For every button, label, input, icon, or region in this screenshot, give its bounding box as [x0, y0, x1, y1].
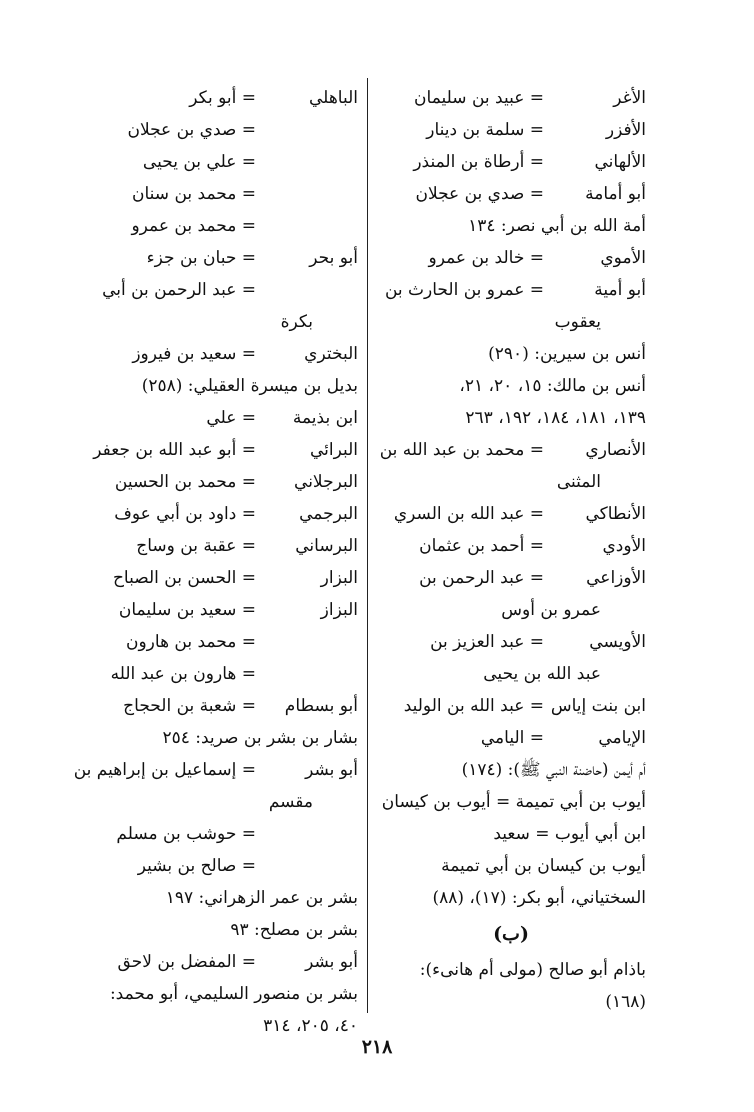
index-entry: [376, 818, 646, 850]
index-entry: [118, 210, 358, 242]
entry-key: الأنطاكي: [585, 504, 646, 524]
entry-value: = محمد بن عبد الله بن: [379, 440, 544, 460]
index-entry: [118, 946, 358, 978]
index-entry: [93, 434, 358, 466]
entry-value-continued: المثنى: [556, 472, 601, 492]
entry-key: أبو أمية: [594, 280, 646, 300]
entry-text: بشر بن مصلح: ٩٣: [230, 920, 358, 940]
entry-text-continued: (١٦٨): [605, 992, 646, 1012]
index-entry: [376, 434, 646, 498]
index-entry: [376, 178, 646, 210]
entry-value: = عبد العزيز بن: [430, 632, 544, 652]
entry-key: أبو أمامة: [585, 184, 646, 204]
letter-heading: (ب): [493, 923, 529, 945]
index-entry: [118, 914, 358, 946]
entry-text: ابن أبي أيوب = سعيد: [493, 824, 646, 844]
entry-value: = عبد الرحمن بن: [419, 568, 544, 588]
index-entry: [376, 146, 646, 178]
entry-value: = أحمد بن عثمان: [419, 536, 544, 556]
entry-key: الباهلي: [309, 88, 358, 108]
entry-value: = عبيد بن سليمان: [414, 88, 544, 108]
index-entry: [376, 338, 646, 370]
entry-key: الأنصاري: [585, 440, 646, 460]
index-entry: [376, 786, 646, 818]
entry-value: = سعيد بن فيروز: [132, 344, 256, 364]
index-entry: [118, 722, 358, 754]
entry-text: باذام أبو صالح (مولى أم هانىء):: [419, 960, 646, 980]
entry-value: = علي بن يحيى: [142, 152, 256, 172]
entry-text-continued: السختياني، أبو بكر: (١٧)، (٨٨): [432, 888, 646, 908]
entry-value: = أبو بكر: [189, 88, 256, 108]
index-entry: [118, 690, 358, 722]
entry-key: الأفزر: [605, 120, 646, 140]
entry-key: الأغر: [613, 88, 646, 108]
index-entry: [114, 498, 358, 530]
entry-value: = هارون بن عبد الله: [110, 664, 256, 684]
entry-value-continued: بكرة: [280, 312, 313, 332]
index-entry: [376, 274, 646, 338]
entry-text: بديل بن ميسرة العقيلي: (٢٥٨): [141, 376, 358, 396]
index-entry: [118, 882, 358, 914]
entry-value: = عبد الله بن الوليد: [403, 696, 544, 716]
index-entry: [376, 754, 646, 786]
entry-value: = صدي بن عجلان: [415, 184, 544, 204]
entry-key: أبو بشر: [305, 952, 358, 972]
entry-key: البرجلاني: [294, 472, 358, 492]
entry-value: = داود بن أبي عوف: [114, 504, 256, 524]
index-entry: [376, 722, 646, 754]
entry-key: البختري: [304, 344, 358, 364]
index-entry: [376, 210, 646, 242]
index-entry: [73, 754, 358, 818]
entry-value-continued: عمرو بن أوس: [501, 600, 601, 620]
index-entry: [102, 274, 358, 338]
entry-value: = عقبة بن وساج: [136, 536, 256, 556]
entry-value: = عبد الله بن السري: [393, 504, 544, 524]
index-entry: [376, 914, 646, 954]
entry-text-continued: ٤٠، ٢٠٥، ٣١٤: [263, 1016, 358, 1036]
entry-key: البزار: [320, 568, 358, 588]
entry-key: الأويسي: [589, 632, 646, 652]
entry-text: أيوب بن كيسان بن أبي تميمة: [441, 856, 646, 876]
index-entry: [118, 594, 358, 626]
entry-value: = محمد بن الحسين: [114, 472, 256, 492]
entry-key: البرائي: [309, 440, 358, 460]
column-divider: [367, 78, 368, 1013]
entry-value: = صدي بن عجلان: [127, 120, 256, 140]
entry-value: = شعبة بن الحجاج: [123, 696, 256, 716]
entry-value: = سلمة بن دينار: [426, 120, 544, 140]
index-entry: [114, 466, 358, 498]
entry-value: = أرطاة بن المنذر: [413, 152, 544, 172]
index-entry: [118, 818, 358, 850]
entry-value: = محمد بن سنان: [132, 184, 256, 204]
entry-value: = محمد بن هارون: [125, 632, 256, 652]
index-entry: [118, 242, 358, 274]
entry-key: الأوزاعي: [586, 568, 646, 588]
entry-value: = حوشب بن مسلم: [116, 824, 256, 844]
entry-value: = عبد الرحمن بن أبي: [102, 280, 256, 300]
index-entry: [118, 370, 358, 402]
entry-value: = اليامي: [480, 728, 544, 748]
page-number: ٢١٨: [361, 1036, 393, 1058]
entry-value-continued: مقسم: [268, 792, 313, 812]
entry-key: أبو بشر: [305, 760, 358, 780]
index-entry: [376, 370, 646, 434]
index-entry: [376, 850, 646, 914]
entry-text: بشار بن بشر بن صريد: ٢٥٤: [162, 728, 358, 748]
index-entry: [118, 114, 358, 146]
entry-value: = سعيد بن سليمان: [118, 600, 256, 620]
entry-key: البرجمي: [299, 504, 358, 524]
entry-value: = الحسن بن الصباح: [112, 568, 256, 588]
index-entry: [376, 82, 646, 114]
index-column-right: [376, 82, 646, 1018]
entry-key: أبو بسطام: [284, 696, 358, 716]
entry-text: أنس بن مالك: ١٥، ٢٠، ٢١،: [459, 376, 646, 396]
entry-key: البزاز: [320, 600, 358, 620]
entry-key: ابن بذيمة: [292, 408, 358, 428]
index-entry: [376, 562, 646, 626]
entry-key: الأموي: [600, 248, 646, 268]
entry-text: بشر بن عمر الزهراني: ١٩٧: [165, 888, 358, 908]
index-entry: [118, 82, 358, 114]
index-entry: [110, 658, 358, 690]
index-column-left: [73, 82, 358, 1042]
index-entry: [376, 690, 646, 722]
index-entry: [118, 338, 358, 370]
entry-key: الأودي: [602, 536, 646, 556]
entry-text: أنس بن سيرين: (٢٩٠): [488, 344, 646, 364]
index-entry: [112, 562, 358, 594]
entry-key: أبو بحر: [309, 248, 358, 268]
entry-text: أمة الله بن أبي نصر: ١٣٤: [468, 216, 646, 236]
entry-text: بشر بن منصور السليمي، أبو محمد:: [109, 984, 358, 1004]
index-entry: [376, 498, 646, 530]
entry-key: البرساني: [295, 536, 358, 556]
index-entry: [118, 850, 358, 882]
entry-text-continued: ١٣٩، ١٨١، ١٨٤، ١٩٢، ٢٦٣: [465, 408, 646, 428]
entry-value: = المفضل بن لاحق: [117, 952, 256, 972]
entry-value: = إسماعيل بن إبراهيم بن: [73, 760, 256, 780]
index-entry: [118, 402, 358, 434]
index-entry: [376, 114, 646, 146]
index-entry: [118, 178, 358, 210]
entry-text: أم أيمن (حاضنة النبي ﷺ): (١٧٤): [461, 760, 646, 780]
index-entry: [376, 954, 646, 1018]
index-entry: [118, 146, 358, 178]
entry-key: الألهاني: [594, 152, 646, 172]
entry-value-continued: يعقوب: [554, 312, 601, 332]
entry-value-continued: عبد الله بن يحيى: [483, 664, 601, 684]
entry-value: = خالد بن عمرو: [428, 248, 544, 268]
index-entry: [376, 242, 646, 274]
entry-value: = صالح بن بشير: [137, 856, 256, 876]
entry-value: = أبو عبد الله بن جعفر: [93, 440, 256, 460]
index-entry: [118, 626, 358, 658]
index-entry: [118, 530, 358, 562]
entry-key: ابن بنت إياس: [550, 696, 646, 716]
entry-value: = علي: [206, 408, 256, 428]
index-entry: [109, 978, 358, 1042]
entry-key: الإيامي: [598, 728, 646, 748]
entry-text: أيوب بن أبي تميمة = أيوب بن كيسان: [381, 792, 646, 812]
entry-value: = حبان بن جزء: [146, 248, 256, 268]
entry-value: = محمد بن عمرو: [131, 216, 256, 236]
index-entry: [376, 626, 646, 690]
index-entry: [376, 530, 646, 562]
entry-value: = عمرو بن الحارث بن: [384, 280, 544, 300]
